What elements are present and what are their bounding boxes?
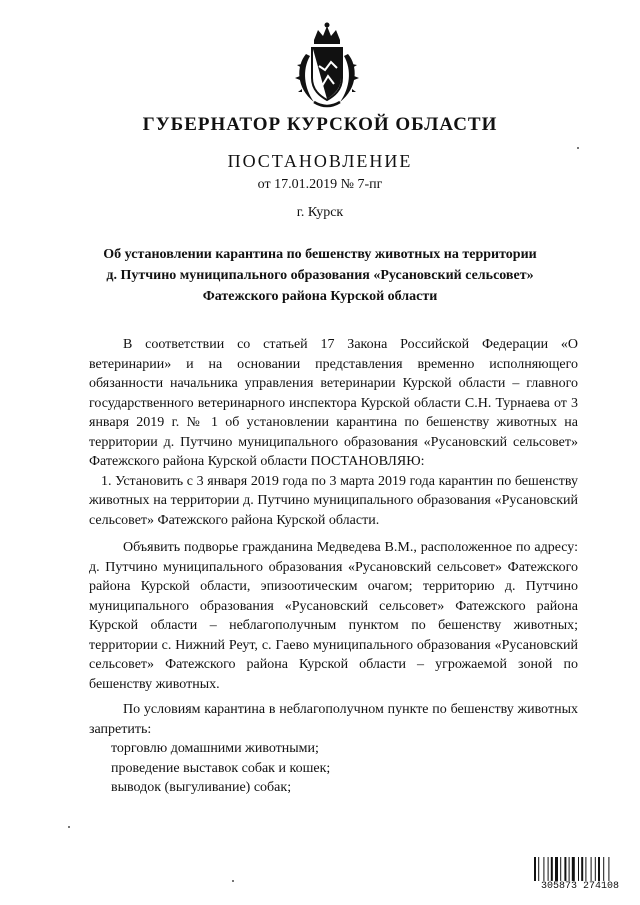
decree-city: г. Курск (296, 205, 344, 220)
decree-body (89, 335, 578, 798)
kursk-coat-of-arms-emblem (292, 22, 362, 108)
prohibition-intro-paragraph: По условиям карантина в неблагополучном пункте по бешенству животных запретить: (89, 702, 578, 737)
scan-speck (68, 826, 70, 828)
decree-subject (70, 244, 570, 307)
subject-line: Об установлении карантина по бешенству животных на территории (103, 247, 537, 262)
declaration-paragraph: Объявить подворье гражданина Медведева В.М., расположенное по адресу: д. Путчино муниципального образования «Русановский сельсовет» Фатежского района Курской области, эпизоотическим очагом; территорию д. Путчино муниципального образования «Русановский сельсовет» Фатежского района Курской области – неблагополучным пунктом по бешенству животных; территории с. Нижний Реут, с. Гаево муниципального образования «Русановский сельсовет» Фатежского района Курской области – угрожаемой зоной по бешенству животных. (89, 540, 578, 692)
subject-line: д. Путчино муниципального образования «Русановский сельсовет» (106, 268, 534, 283)
scan-speck (577, 147, 579, 149)
document-type-heading: ПОСТАНОВЛЕНИЕ (227, 151, 413, 171)
subject-line: Фатежского района Курской области (202, 289, 438, 304)
prohibition-item: выводок (выгуливание) собак; (111, 780, 292, 795)
prohibition-item: проведение выставок собак и кошек; (111, 760, 331, 776)
prohibition-item: торговлю домашними животными; (111, 741, 319, 756)
scan-speck (232, 880, 234, 882)
preamble-paragraph: В соответствии со статьей 17 Закона Российской Федерации «О ветеринарии» и на основании представления временно исполняющего обязанности начальника управления ветеринарии Курской области – главного государственного ветеринарного инспектора Курской области С.Н. Турнаева от 3 января 2019 г. № 1 об установлении карантина по бешенству животных на территории д. Путчино муниципального образования «Русановский сельсовет» Фатежского района Курской области ПОСТАНОВЛЯЮ: (89, 337, 578, 469)
issuing-authority-heading: ГУБЕРНАТОР КУРСКОЙ ОБЛАСТИ (142, 114, 498, 135)
barcode-number: 305873 274108 (533, 881, 627, 892)
clause-1-paragraph: 1. Установить с 3 января 2019 года по 3 марта 2019 года карантин по бешенству животных на территории д. Путчино муниципального образования «Русановский сельсовет» Фатежского района Курской области. (89, 473, 578, 528)
decree-date-number: от 17.01.2019 № 7-пг (257, 177, 383, 192)
